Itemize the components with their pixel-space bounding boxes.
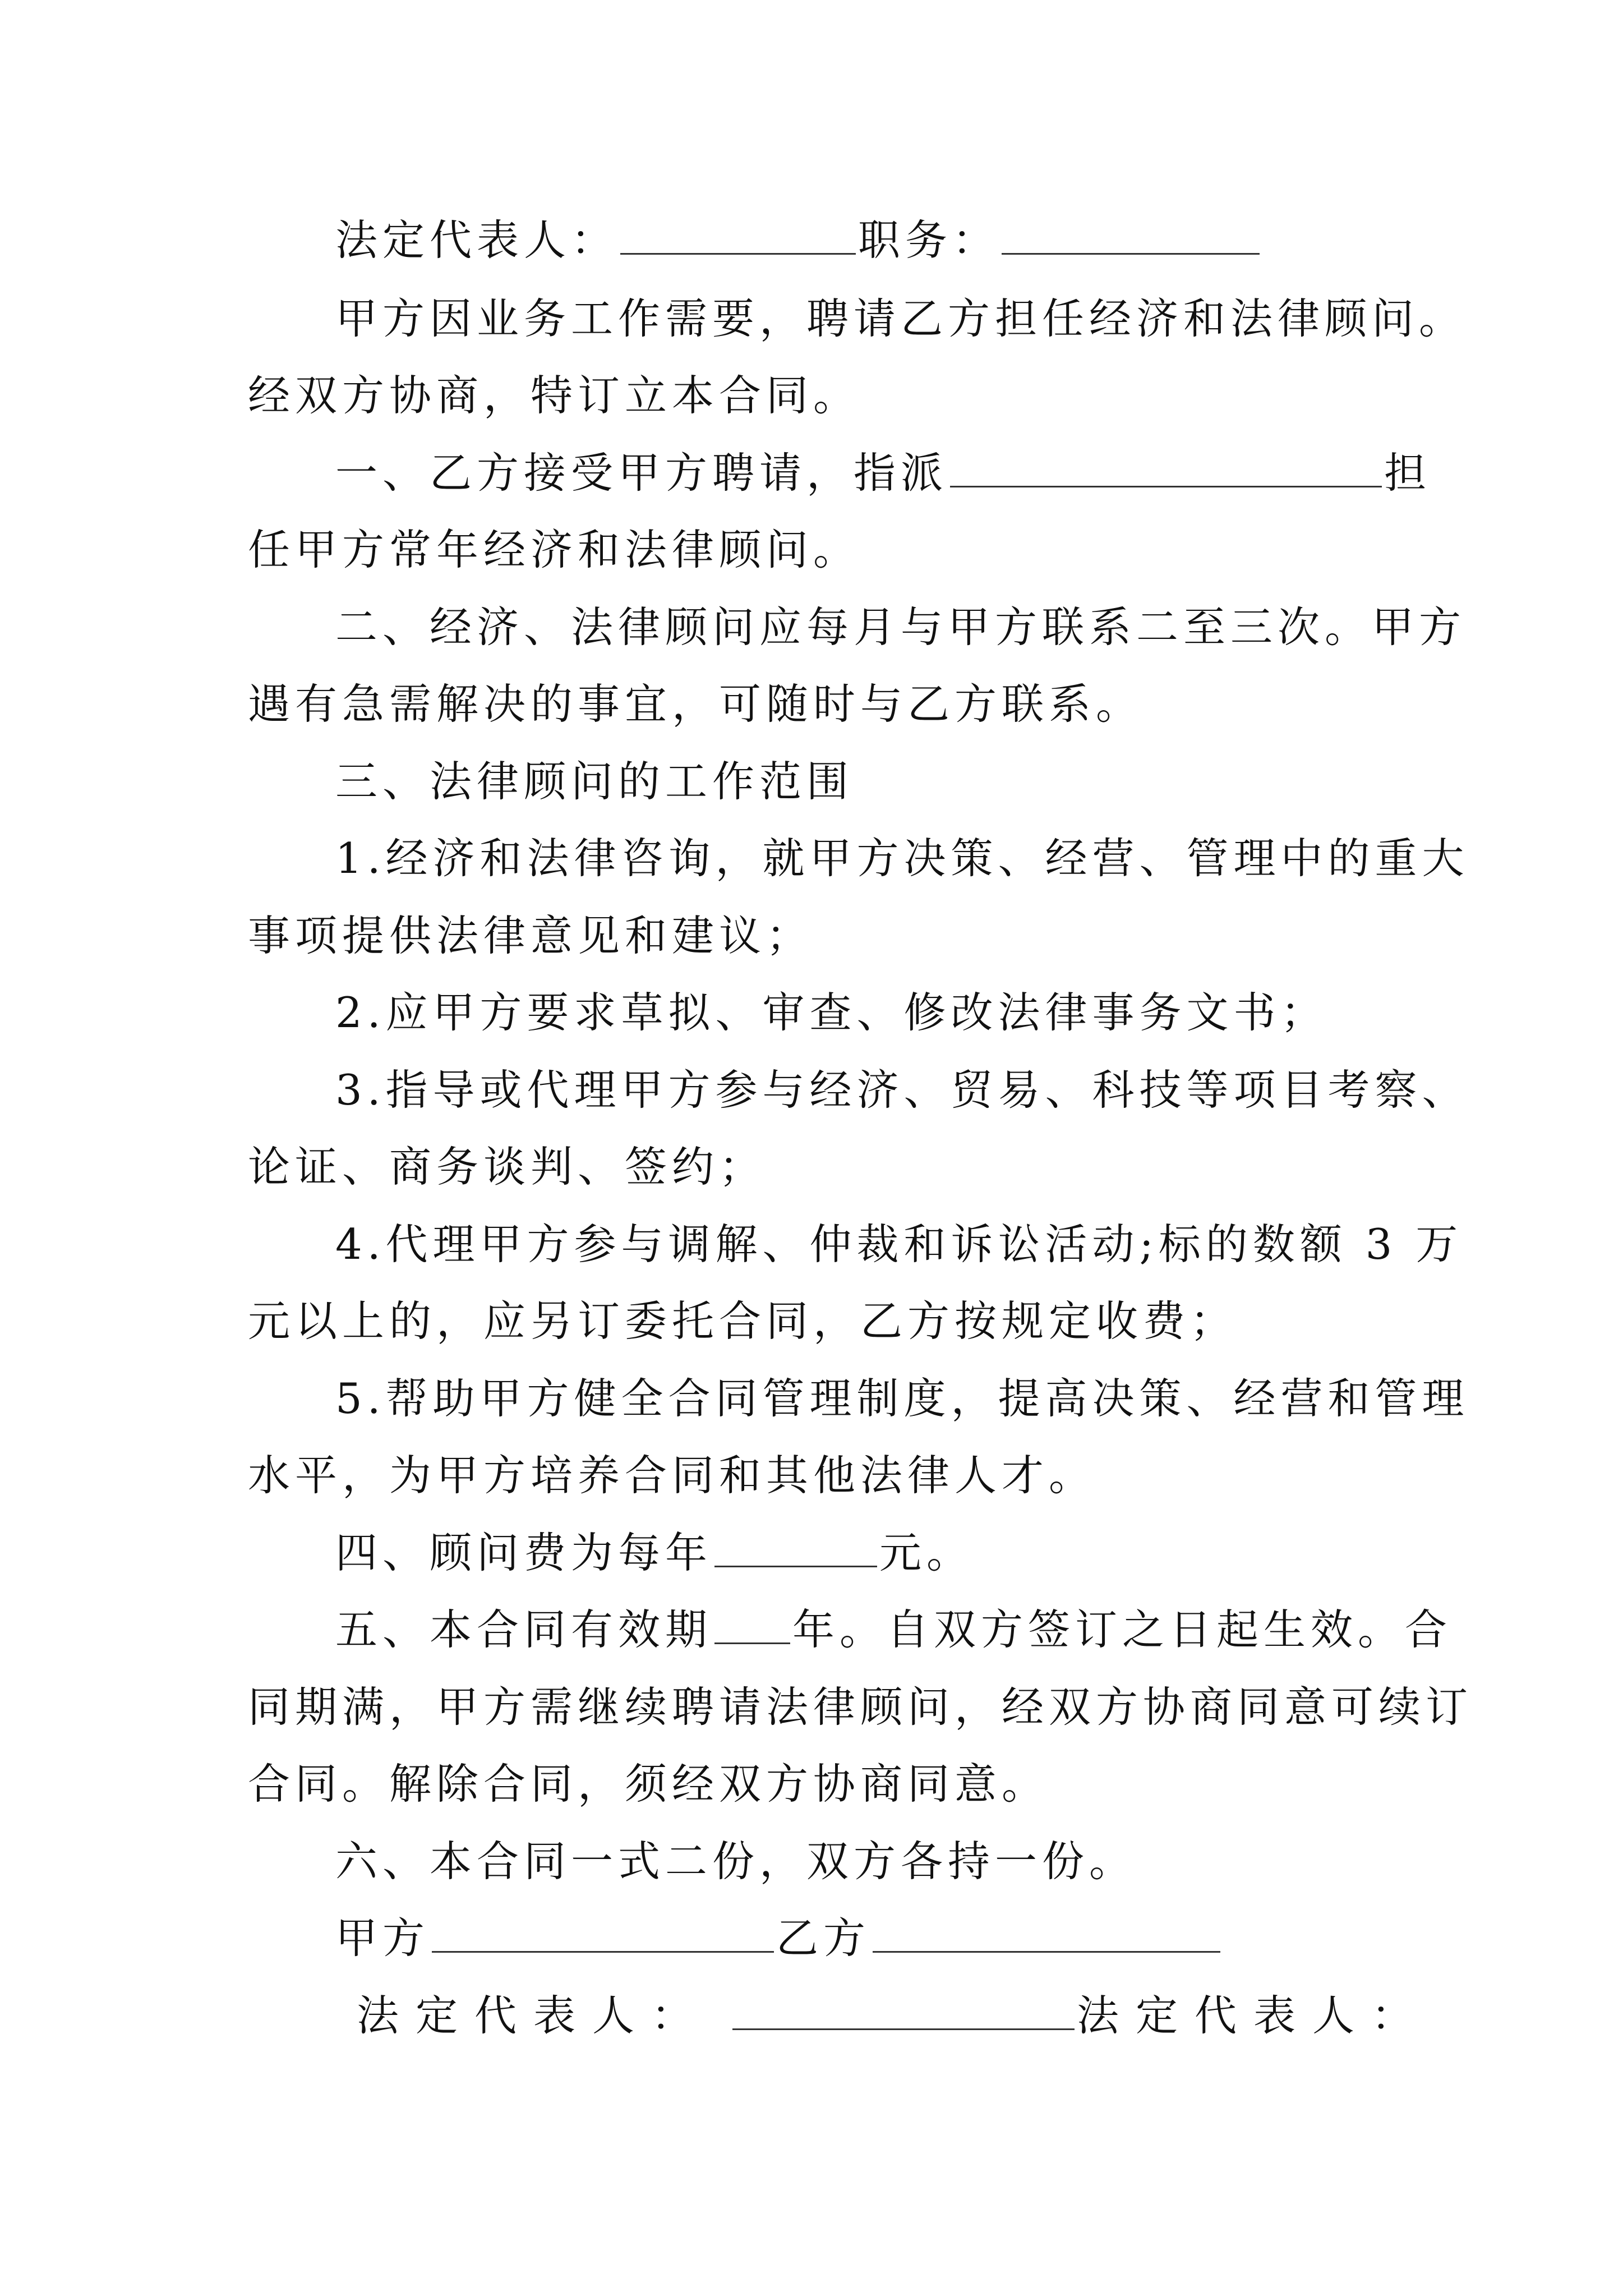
item-3-line-2: 论证、商务谈判、签约； xyxy=(248,1142,767,1191)
clause-5-text-a: 五、本合同有效期 xyxy=(335,1605,713,1654)
paragraph-intro-line-1: 甲方因业务工作需要，聘请乙方担任经济和法律顾问。 xyxy=(335,294,1467,343)
item-1-line-2: 事项提供法律意见和建议； xyxy=(248,911,814,960)
item-4-line-1: 4.代理甲方参与调解、仲裁和诉讼活动;标的数额 3 万 xyxy=(335,1220,1463,1269)
rep-a-label: 法定代表人： xyxy=(357,1991,711,2040)
representative-label: 法定代表人： xyxy=(335,215,619,265)
rep-b-label: 法定代表人： xyxy=(1077,1991,1431,2040)
item-4-line-2: 元以上的，应另订委托合同，乙方按规定收费； xyxy=(248,1296,1238,1346)
item-5-line-2: 水平，为甲方培养合同和其他法律人才。 xyxy=(248,1451,1096,1500)
position-label: 职务： xyxy=(858,215,1000,265)
item-5-line-1: 5.帮助甲方健全合同管理制度，提高决策、经营和管理 xyxy=(335,1374,1469,1423)
clause-4-text-a: 四、顾问费为每年 xyxy=(335,1528,713,1577)
clause-6-line: 六、本合同一式二份，双方各持一份。 xyxy=(335,1837,1137,1886)
clause-5-line-2: 同期满，甲方需继续聘请法律顾问，经双方协商同意可续订 xyxy=(248,1682,1473,1732)
party-b-blank xyxy=(873,1914,1220,1953)
party-b-label: 乙方 xyxy=(776,1913,871,1963)
fee-blank xyxy=(714,1529,877,1567)
clause-1-text-b: 担 xyxy=(1384,448,1432,498)
term-blank xyxy=(714,1605,790,1644)
clause-2-line-2: 遇有急需解决的事宜，可随时与乙方联系。 xyxy=(248,679,1144,729)
clause-3-heading: 三、法律顾问的工作范围 xyxy=(335,757,854,806)
position-blank xyxy=(1002,216,1260,255)
representative-blank xyxy=(620,216,856,255)
party-a-label: 甲方 xyxy=(335,1913,430,1963)
party-a-blank xyxy=(432,1914,774,1953)
clause-4-line xyxy=(335,1525,1403,1581)
paragraph-intro-line-2: 经双方协商，特订立本合同。 xyxy=(248,371,861,420)
signature-representatives-line xyxy=(357,1987,1431,2044)
clause-4-text-b: 元。 xyxy=(879,1528,974,1577)
clause-1-line-2: 任甲方常年经济和法律顾问。 xyxy=(248,525,861,574)
clause-2-line-1: 二、经济、法律顾问应每月与甲方联系二至三次。甲方 xyxy=(335,602,1467,652)
item-1-line-1: 1.经济和法律咨询，就甲方决策、经营、管理中的重大 xyxy=(335,834,1469,883)
clause-5-text-b: 年。自双方签订之日起生效。合 xyxy=(792,1605,1453,1654)
clause-5-line-3: 合同。解除合同，须经双方协商同意。 xyxy=(248,1759,1049,1809)
signature-parties-line xyxy=(335,1910,1403,1966)
item-2-line: 2.应甲方要求草拟、审查、修改法律事务文书； xyxy=(335,988,1328,1037)
clause-1-line-1 xyxy=(335,445,1432,501)
clause-1-text-a: 一、乙方接受甲方聘请，指派 xyxy=(335,448,948,498)
clause-1-blank xyxy=(950,449,1382,487)
item-3-line-1: 3.指导或代理甲方参与经济、贸易、科技等项目考察、 xyxy=(335,1065,1469,1115)
clause-5-line-1 xyxy=(335,1602,1453,1658)
header-representative-line xyxy=(335,212,1403,268)
rep-a-blank xyxy=(732,1991,1075,2030)
